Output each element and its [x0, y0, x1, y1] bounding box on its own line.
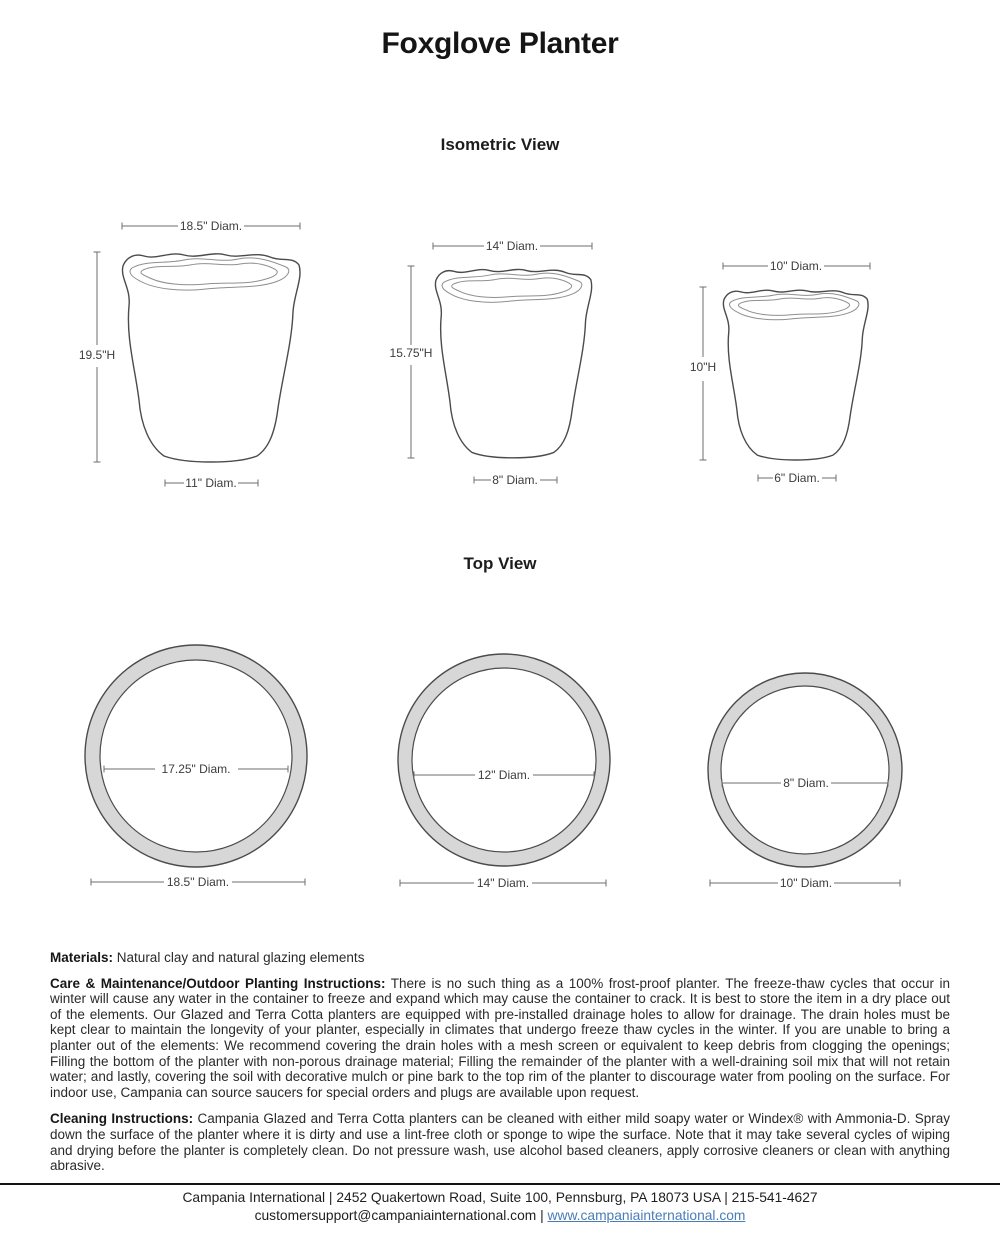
top-view-medium-outer-dimension — [400, 876, 606, 890]
top-view-drawing — [0, 620, 1000, 910]
isometric-view-heading: Isometric View — [440, 135, 560, 154]
materials-paragraph — [50, 950, 950, 966]
planter-medium — [435, 269, 591, 457]
footer-contact-line — [0, 1207, 1000, 1225]
top-view-medium-outer-label: 14" Diam. — [476, 876, 530, 890]
care-maintenance-text: There is no such thing as a 100% frost-proof planter. The freeze-thaw cycles that occur in winter will cause any water in the container to freeze and expand which may cause the container to crack. It is best to store the item in a dry place out of the elements. Our Glazed and Terra Cotta planters are equipped with pre-installed drainage holes to allow for drainage. The drain holes must be kept clear to maintain the longevity of your planter, especially in climates that undergo freeze thaw cycles in the winter. If you are unable to bring a planter out of the elements: We recommend covering the drain holes with a mesh screen or equivalent to keep debris from clogging the openings; Filling the bottom of the planter with non-porous drainage material; Filling the remainder of the planter with a well-draining soil mix that will not retain water; and lastly, covering the soil with decorative mulch or pine bark to the top rim of the planter to discourage water from pooling on the surface. For indoor use, Campania can source saucers for special orders and plugs are available upon request. — [50, 975, 950, 1100]
care-maintenance-paragraph — [50, 976, 950, 1101]
planter-small — [723, 290, 868, 460]
footer — [0, 1189, 1000, 1225]
cleaning-instructions-paragraph — [50, 1111, 950, 1173]
planter-large — [122, 254, 300, 462]
top-view-small-outer-label: 10" Diam. — [779, 876, 833, 890]
planter-small-bottom-diameter-label: 6" Diam. — [774, 471, 820, 485]
top-view-small-outer-dimension — [710, 876, 900, 890]
planter-small-height-label: 10"H — [689, 360, 717, 374]
cleaning-instructions-text: Campania Glazed and Terra Cotta planters can be cleaned with either mild soapy water or Windex® with Ammonia-D. Spray down the surface of the planter where it is dirty and use a lint-free cloth or sponge to wipe the surface. Note that it may take several cycles of wiping and drying before the planter is completely clean. Do not pressure wash, use alcohol based cleaners, apply corrosive cleaners or clean with anything abrasive. — [50, 1111, 950, 1174]
top-view-large-inner-label: 17.25" Diam. — [161, 762, 231, 776]
footer-address-line: Campania International | 2452 Quakertown Road, Suite 100, Pennsburg, PA 18073 USA | 215-541-4627 — [182, 1190, 818, 1205]
planter-small-top-diameter-label: 10" Diam. — [769, 259, 823, 273]
page-title: Foxglove Planter — [381, 27, 619, 60]
top-view-small — [708, 673, 902, 890]
planter-medium-bottom-diameter-dimension — [474, 473, 557, 487]
planter-large-bottom-diameter-dimension — [165, 476, 258, 490]
planter-large-top-diameter-label: 18.5" Diam. — [179, 219, 243, 233]
top-view-medium — [398, 654, 610, 890]
planter-medium-top-diameter-dimension — [433, 239, 592, 253]
top-view-small-inner-ring — [721, 686, 889, 854]
cleaning-instructions-label: Cleaning Instructions: — [50, 1111, 194, 1127]
product-information-text — [50, 950, 950, 1174]
planter-large-bottom-diameter-label: 11" Diam. — [185, 476, 237, 490]
footer-divider — [0, 1183, 1000, 1185]
top-view-large-outer-dimension — [91, 875, 305, 889]
top-view-medium-inner-ring — [412, 668, 596, 852]
planter-medium-bottom-diameter-label: 8" Diam. — [492, 473, 538, 487]
top-view-medium-inner-label: 12" Diam. — [477, 768, 531, 782]
materials-text: Natural clay and natural glazing elements — [116, 950, 365, 965]
planter-medium-height-label: 15.75"H — [389, 346, 433, 360]
planter-large-height-label: 19.5"H — [78, 348, 116, 362]
top-view-small-inner-label: 8" Diam. — [783, 776, 829, 790]
care-maintenance-label: Care & Maintenance/Outdoor Planting Instructions: — [50, 975, 386, 991]
isometric-view-drawing — [0, 195, 1000, 500]
materials-label: Materials: — [50, 950, 114, 965]
planter-small-top-diameter-dimension — [723, 259, 870, 273]
planter-large-top-diameter-dimension — [122, 219, 300, 233]
footer-separator: | — [540, 1208, 544, 1223]
planter-small-bottom-diameter-dimension — [758, 471, 836, 485]
planter-medium-height-dimension — [390, 266, 433, 458]
footer-website-link[interactable]: www.campaniainternational.com — [547, 1208, 746, 1223]
footer-email: customersupport@campaniainternational.com — [254, 1208, 537, 1223]
planter-large-height-dimension — [79, 252, 115, 462]
planter-small-height-dimension — [690, 287, 716, 460]
top-view-large — [85, 645, 307, 889]
planter-medium-top-diameter-label: 14" Diam. — [485, 239, 539, 253]
top-view-heading: Top View — [463, 554, 537, 573]
top-view-large-inner-ring — [100, 660, 292, 852]
top-view-large-outer-label: 18.5" Diam. — [166, 875, 230, 889]
